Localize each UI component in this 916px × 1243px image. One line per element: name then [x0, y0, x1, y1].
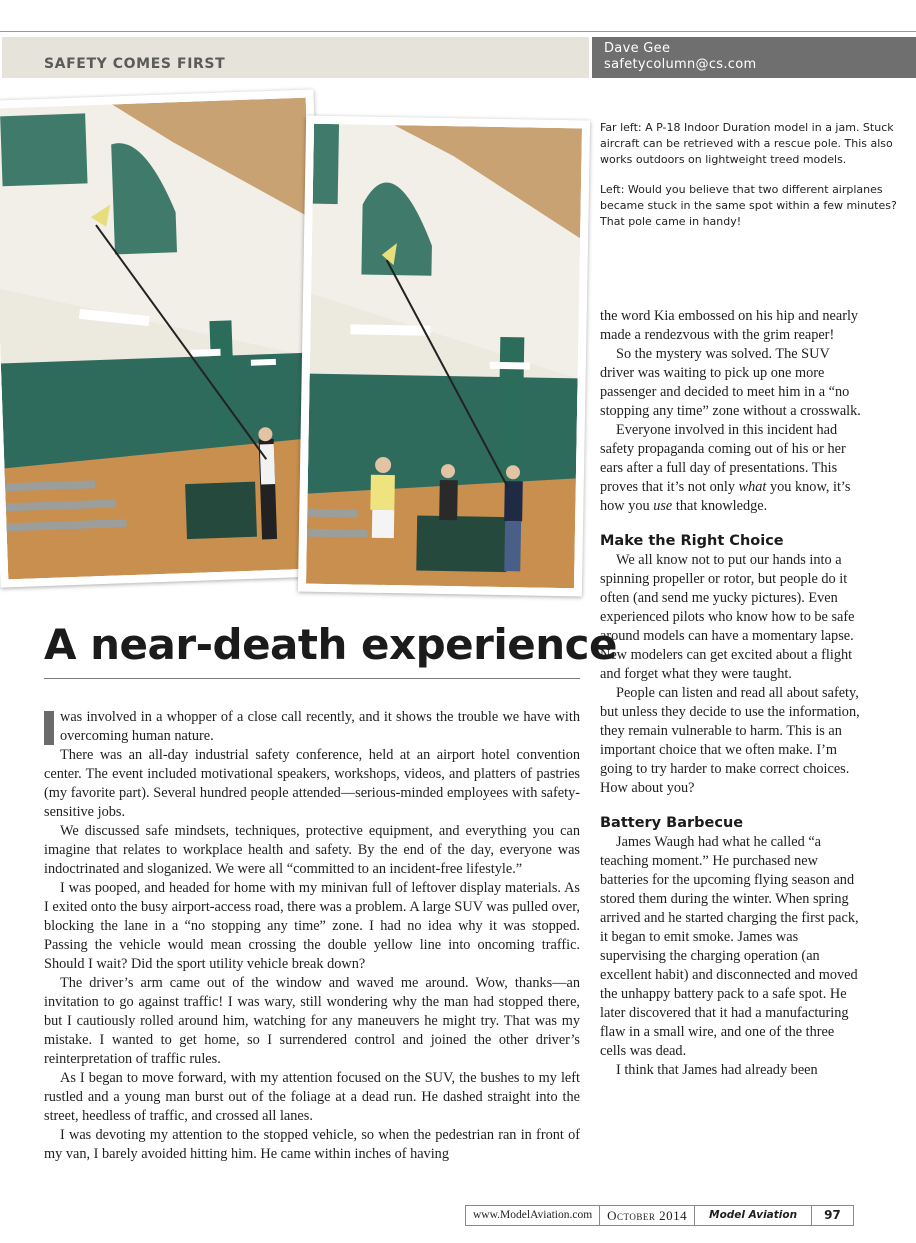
photo-captions: [600, 120, 900, 230]
paragraph: [600, 421, 862, 516]
emphasis: use: [653, 498, 673, 514]
gym-photo-2: [306, 124, 582, 589]
emphasis: what: [738, 479, 767, 495]
paragraph: As I began to move forward, with my attention focused on the SUV, the bushes to my left rustled and a young man burst out of the foliage at a dead run. He dashed straight into the street, heedless of traffic, and crossed all lanes.: [44, 1070, 580, 1124]
article-title: A near-death experience: [44, 620, 617, 669]
paragraph-continued: the word Kia embossed on his hip and nearly made a rendezvous with the grim reaper!: [600, 308, 859, 343]
top-rule: [0, 31, 916, 32]
subheading-right-choice: Make the Right Choice: [600, 533, 784, 549]
subheading-battery-barbecue: Battery Barbecue: [600, 815, 744, 831]
text-run: you know, it’s how you: [600, 479, 851, 514]
paragraph: So the mystery was solved. The SUV driver was waiting to pick up one more passenger and decided to meet him in a “no stopping any time” zone without a crosswalk.: [600, 346, 861, 419]
paragraph: [44, 708, 580, 746]
section-label: SAFETY COMES FIRST: [44, 56, 226, 72]
drop-cap: [44, 711, 54, 745]
footer-url[interactable]: www.ModelAviation.com: [473, 1209, 593, 1221]
text-run: Everyone involved in this incident had safety propaganda coming out of his or her ears after a full day of presentations. This proves that it’s not only: [600, 422, 846, 495]
paragraph: There was an all-day industrial safety conference, held at an airport hotel convention center. The event included motivational speakers, workshops, videos, and platters of pastries (my favorite part). Several hundred people attended—serious-minded employees with safety-sensitive jobs.: [44, 747, 580, 820]
text-run: that knowledge.: [672, 498, 768, 514]
caption-left: Left: Would you believe that two different airplanes became stuck in the same spot within a few minutes? That pole came in handy!: [600, 183, 897, 228]
paragraph: We all know not to put our hands into a spinning propeller or rotor, but people do it often (and send me yucky pictures). Even experienced pilots who know how to be safe around models can have a momentary lapse. New modelers can get excited about a flight and forget what they were taught.: [600, 552, 855, 682]
paragraph-text: was involved in a whopper of a close call recently, and it shows the trouble we have with overcoming human nature.: [60, 709, 580, 744]
photo-left: [298, 116, 590, 597]
title-rule: [44, 678, 580, 679]
author-box: [592, 37, 916, 78]
gym-photo-1: [0, 98, 322, 580]
paragraph: I was devoting my attention to the stopped vehicle, so when the pedestrian ran in front of my van, I barely avoided hitting him. He came within inches of having: [44, 1127, 580, 1162]
page-number: 97: [811, 1206, 853, 1225]
paragraph: James Waugh had what he called “a teaching moment.” He purchased new batteries for the upcoming flying season and stored them during the winter. When spring arrived and he started charging the first pack, it began to emit smoke. James was supervising the charging operation (an excellent habit) and disconnected and moved the unhappy battery pack to a safe spot. He later discovered that it had a manufacturing flaw in a small wire, and one of the three cells was dead.: [600, 834, 859, 1059]
page-footer: [465, 1205, 854, 1226]
footer-date: October 2014: [599, 1206, 694, 1225]
author-name: Dave Gee: [604, 41, 671, 56]
paragraph: I was pooped, and headed for home with my minivan full of leftover display materials. As I exited onto the busy airport-access road, there was a problem. A large SUV was pulled over, blocking the lane in a “no stopping any time” zone. I had no idea why it was stopped. Passing the vehicle would mean crossing the double yellow line into oncoming traffic. Should I wait? Did the sport utility vehicle break down?: [44, 880, 580, 972]
caption-far-left: Far left: A P-18 Indoor Duration model in a jam. Stuck aircraft can be retrieved with a rescue pole. This also works outdoors on lightweight treed models.: [600, 121, 894, 166]
paragraph: We discussed safe mindsets, techniques, protective equipment, and everything you can imagine that relates to workplace health and safety. By the end of the day, everyone was indoctrinated and sloganized. We were all “committed to an incident-free lifestyle.”: [44, 823, 580, 877]
photo-far-left: [0, 89, 330, 587]
footer-magazine: Model Aviation: [694, 1206, 811, 1225]
author-email[interactable]: safetycolumn@cs.com: [604, 57, 757, 72]
paragraph: I think that James had already been: [616, 1062, 818, 1078]
paragraph: The driver’s arm came out of the window and waved me around. Wow, thanks—an invitation to go against traffic! I was wary, still wondering why the man had stopped there, but I cautiously rolled around him, watching for any maneuvers he might try. That was my mistake. I wanted to get home, so I surrendered control and joined the other driver’s reinterpretation of traffic rules.: [44, 975, 580, 1067]
article-column-right: [600, 307, 862, 1080]
article-column-left: [44, 708, 580, 1164]
paragraph: People can listen and read all about safety, but unless they decide to use the information, they remain vulnerable to harm. This is an important choice that we often make. I’m going to try harder to make correct choices. How about you?: [600, 685, 860, 796]
